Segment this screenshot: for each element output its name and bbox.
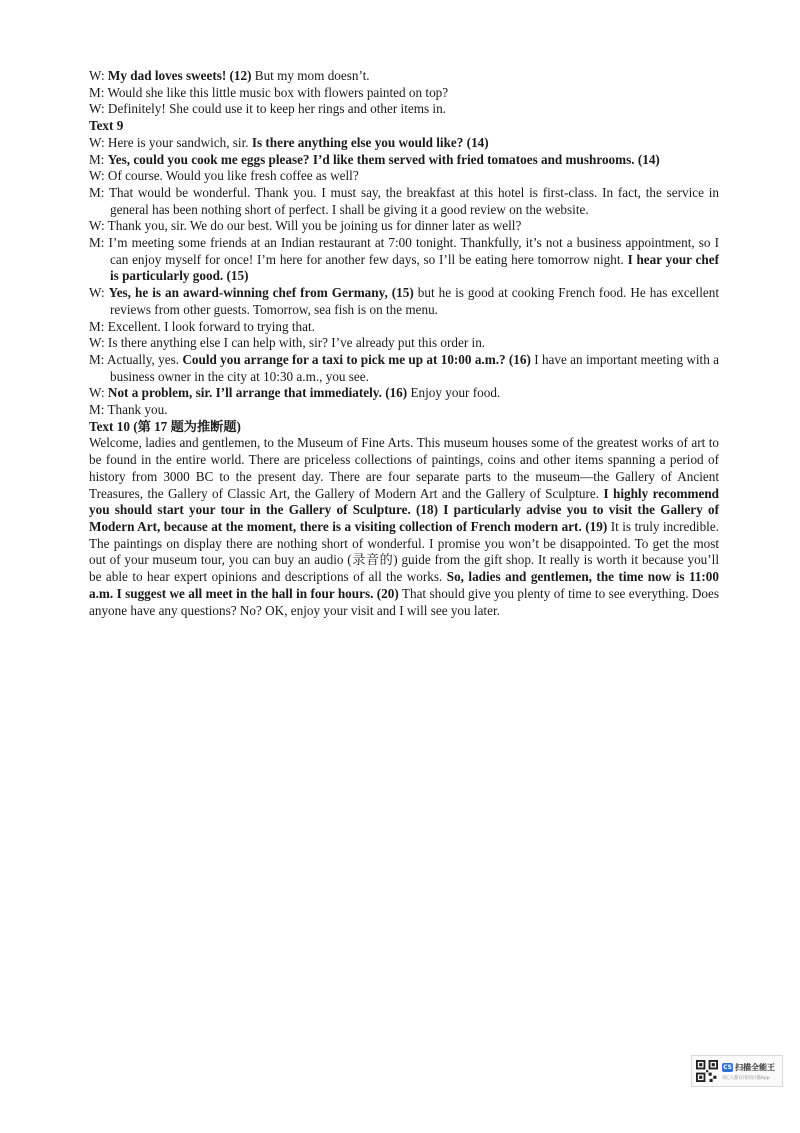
answer-highlight: Not a problem, sir. I’ll arrange that immediately. (16) [107,385,408,401]
dialogue-text: but he is good at cooking French food. He has excellent reviews from other guests. Tomorrow, sea fish is on the menu. [110,285,719,317]
scanner-watermark [691,1055,783,1087]
answer-highlight: Yes, he is an award-winning chef from Germany, (15) [108,285,414,301]
text10-part3: That should give you plenty of time to see everything. Does anyone have any questions? No? OK, enjoy your visit and I will see you later. [89,585,719,618]
speaker-label: M: [89,402,105,418]
dialogue-line [89,319,719,336]
speaker-label: W: [89,285,105,301]
dialogue-line [89,285,719,318]
speaker-label: M: [89,84,105,100]
dialogue-line [89,85,719,102]
dialogue-text: I have an important meeting with a business owner in the city at 10:30 a.m., you see. [110,351,719,384]
text10-answer-18-19: I highly recommend you should start your tour in the Gallery of Sculpture. (18) I particularly advise you to visit the Gallery of Modern Art, because at the moment, there is a visiting collection of French modern art. (19) [89,485,719,534]
text10-heading: Text 10 (第 17 题为推断题) [89,418,241,434]
dialogue-text: Here is your sandwich, sir. [104,134,252,150]
dialogue-text: That would be wonderful. Thank you. I must say, the breakfast at this hotel is first-class. In fact, the service in general has been nothing short of perfect. I shall be giving it a good review on the website. [104,184,719,217]
dialogue-text: But my mom doesn’t. [251,68,370,83]
dialogue-line [89,352,719,385]
dialogue-line [89,402,719,419]
speaker-label: M: [89,351,105,367]
answer-highlight: I hear your chef is particularly good. (15) [110,251,719,284]
speaker-label: W: [89,68,105,83]
dialogue-text: Enjoy your food. [407,385,501,401]
dialogue-text: Definitely! She could use it to keep her rings and other items in. [104,101,446,117]
speaker-label: W: [89,218,105,234]
dialogue-line [89,335,719,352]
speaker-label: W: [89,168,105,184]
dialogue-line [89,135,719,152]
brand-name: 扫描全能王 [735,1062,775,1072]
speaker-label: W: [89,101,105,117]
speaker-label: M: [89,318,105,334]
dialogue-text: Thank you, sir. We do our best. Will you be joining us for dinner later as well? [104,218,522,234]
text9-heading: Text 9 [89,118,124,134]
document-page [89,68,719,619]
dialogue-line [89,101,719,118]
dialogue-line [89,235,719,285]
text10-answer-20: So, ladies and gentlemen, the time now is 11:00 a.m. I suggest we all meet in the hall in four hours. (20) [89,569,719,601]
speaker-label: M: [89,235,105,251]
dialogue-text: Would she like this little music box with flowers painted on top? [104,84,449,100]
text8-dialogue [89,68,719,118]
dialogue-text: Is there anything else I can help with, sir? I’ve already put this order in. [104,335,486,351]
qr-code-icon [696,1060,718,1082]
text10-passage [89,435,719,619]
text9-dialogue [89,135,719,419]
answer-highlight: Is there anything else you would like? (14) [251,134,489,150]
dialogue-line [89,185,719,218]
speaker-label: M: [89,184,105,200]
dialogue-line [89,68,719,85]
dialogue-text: Actually, yes. [104,351,183,367]
dialogue-line [89,385,719,402]
speaker-label: M: [89,151,105,167]
dialogue-line [89,168,719,185]
dialogue-text: I’m meeting some friends at an Indian restaurant at 7:00 tonight. Thankfully, it’s not a business appointment, so I can enjoy myself for once! I’m here for another few days, so I’ll be eating here tomorrow night. [104,235,719,267]
brand-tagline: 3亿人都在用的扫描App [722,1075,770,1081]
dialogue-line [89,152,719,169]
dialogue-text: Thank you. [104,402,168,418]
text10-part2: It is truly incredible. The paintings on display there are nothing short of wonderful. I promise you won’t be disappointed. To get the most out of your museum tour, you can buy an audio (录音的) guide from the gift shop. It really is worth it because you’ll be able to hear expert opinions and descriptions of all the works. [89,518,719,585]
text10-part1: Welcome, ladies and gentlemen, to the Museum of Fine Arts. This museum houses some of the greatest works of art to be found in the entire world. There are priceless collections of paintings, coins and other items spanning a period of history from 3000 BC to the present day. There are four separate parts to the museum—the Gallery of Ancient Treasures, the Gallery of Classic Art, the Gallery of Modern Art and the Gallery of Sculpture. [89,435,719,501]
camscanner-logo: CS [723,1063,732,1071]
answer-highlight: My dad loves sweets! (12) [107,68,252,83]
speaker-label: W: [89,134,105,150]
speaker-label: W: [89,385,105,401]
dialogue-text: Excellent. I look forward to trying that. [104,318,315,334]
answer-highlight: Yes, could you cook me eggs please? I’d like them served with fried tomatoes and mushrooms. (14) [107,151,660,167]
speaker-label: W: [89,335,105,351]
dialogue-line [89,218,719,235]
answer-highlight: Could you arrange for a taxi to pick me up at 10:00 a.m.? (16) [182,351,531,367]
dialogue-text: Of course. Would you like fresh coffee as well? [104,168,359,184]
